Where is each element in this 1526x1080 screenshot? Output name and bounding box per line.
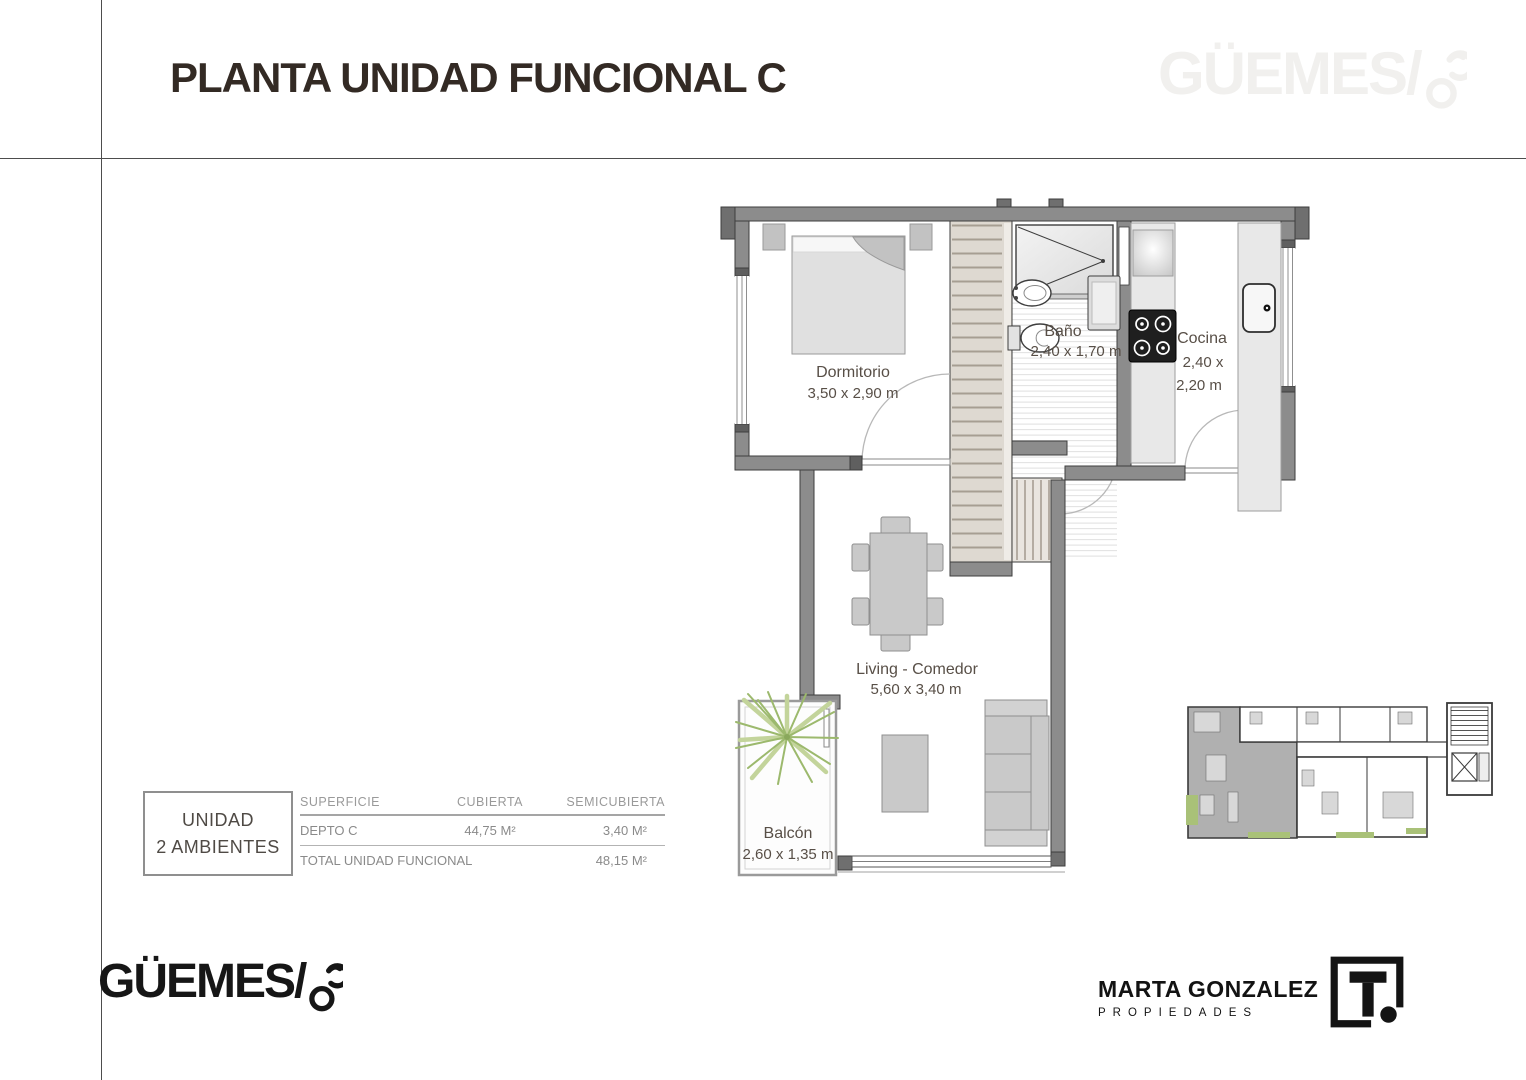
dims-dormitorio: 3,50 x 2,90 m — [807, 385, 899, 402]
kitchen-sink — [1243, 284, 1275, 332]
kitchen-door-leaf — [1185, 468, 1245, 473]
col-semicubierta: SEMICUBIERTA — [566, 795, 665, 809]
key-plan-stairs — [1451, 707, 1488, 745]
guemes-watermark-text: GÜEMES/ — [1158, 40, 1421, 107]
kitchen-window — [1281, 248, 1295, 386]
sofa — [985, 700, 1049, 846]
col-cubierta: CUBIERTA — [456, 795, 524, 809]
dining-chair — [926, 598, 943, 625]
guemes-8-glyph — [305, 958, 343, 1014]
dining-chair — [881, 517, 910, 534]
label-living: Living - Comedor — [856, 661, 978, 678]
duct — [1119, 227, 1129, 285]
dims-cocina-2: 2,20 m — [1176, 377, 1222, 394]
table-total-row — [300, 846, 665, 875]
dining-chair — [881, 634, 910, 651]
bedroom-furniture — [763, 224, 932, 354]
bedroom-window — [735, 276, 749, 424]
summary-header-row — [300, 790, 665, 814]
stove — [1129, 310, 1176, 362]
agency-tagline: PROPIEDADES — [1098, 1007, 1259, 1019]
dining-chair — [926, 544, 943, 571]
fridge — [1133, 230, 1173, 276]
guemes-logo-text: GÜEMES/ — [98, 955, 306, 1008]
dining-table-set — [852, 517, 943, 651]
dims-balcon: 2,60 x 1,35 m — [742, 846, 834, 863]
label-dormitorio: Dormitorio — [816, 364, 890, 381]
table-row — [300, 816, 665, 845]
agency-name: MARTA GONZALEZ — [1098, 976, 1319, 1002]
dining-table — [870, 533, 927, 635]
agency-logo — [1098, 976, 1318, 1019]
nightstand — [910, 224, 932, 250]
depto-semicubierta: 3,40 M² — [602, 823, 647, 838]
bidet — [1013, 280, 1051, 306]
stairwell — [950, 221, 1012, 576]
living-sliding-window — [838, 856, 1065, 872]
dining-chair — [852, 544, 869, 571]
dims-living: 5,60 x 3,40 m — [870, 681, 962, 698]
coffee-table — [882, 735, 928, 812]
col-superficie: SUPERFICIE — [300, 795, 381, 809]
label-cocina: Cocina — [1177, 330, 1227, 347]
key-plan-stair-core — [1447, 703, 1492, 795]
unit-type-line1: UNIDAD — [181, 810, 254, 831]
page-title: PLANTA UNIDAD FUNCIONAL C — [170, 54, 786, 101]
kitchen-door-arc — [1185, 410, 1245, 470]
key-plan-elevator — [1452, 753, 1489, 781]
nightstand — [763, 224, 785, 250]
key-plan — [1186, 703, 1492, 838]
depto-label: DEPTO C — [300, 823, 358, 838]
unit-type-box — [143, 791, 293, 876]
surface-summary-table — [300, 790, 665, 875]
bathroom-vanity — [1088, 276, 1120, 330]
kitchen-counter-right — [1238, 223, 1281, 511]
dims-cocina-1: 2,40 x — [1182, 354, 1224, 371]
label-balcon: Balcón — [763, 825, 813, 842]
label-bano: Baño — [1044, 323, 1082, 340]
dims-bano: 2,40 x 1,70 m — [1030, 343, 1122, 360]
dining-chair — [852, 598, 869, 625]
bedroom-door-leaf — [862, 459, 950, 465]
guemes-logo — [98, 955, 343, 1014]
key-plan-corridor — [1297, 742, 1447, 757]
depto-cubierta: 44,75 M² — [464, 823, 516, 838]
unit-type-line2: 2 AMBIENTES — [156, 836, 280, 857]
t-square-logo — [1326, 952, 1408, 1039]
total-value: 48,15 M² — [595, 853, 647, 868]
bed — [792, 236, 905, 354]
t-logo-icon — [1326, 952, 1408, 1034]
total-label: TOTAL UNIDAD FUNCIONAL — [300, 853, 473, 868]
